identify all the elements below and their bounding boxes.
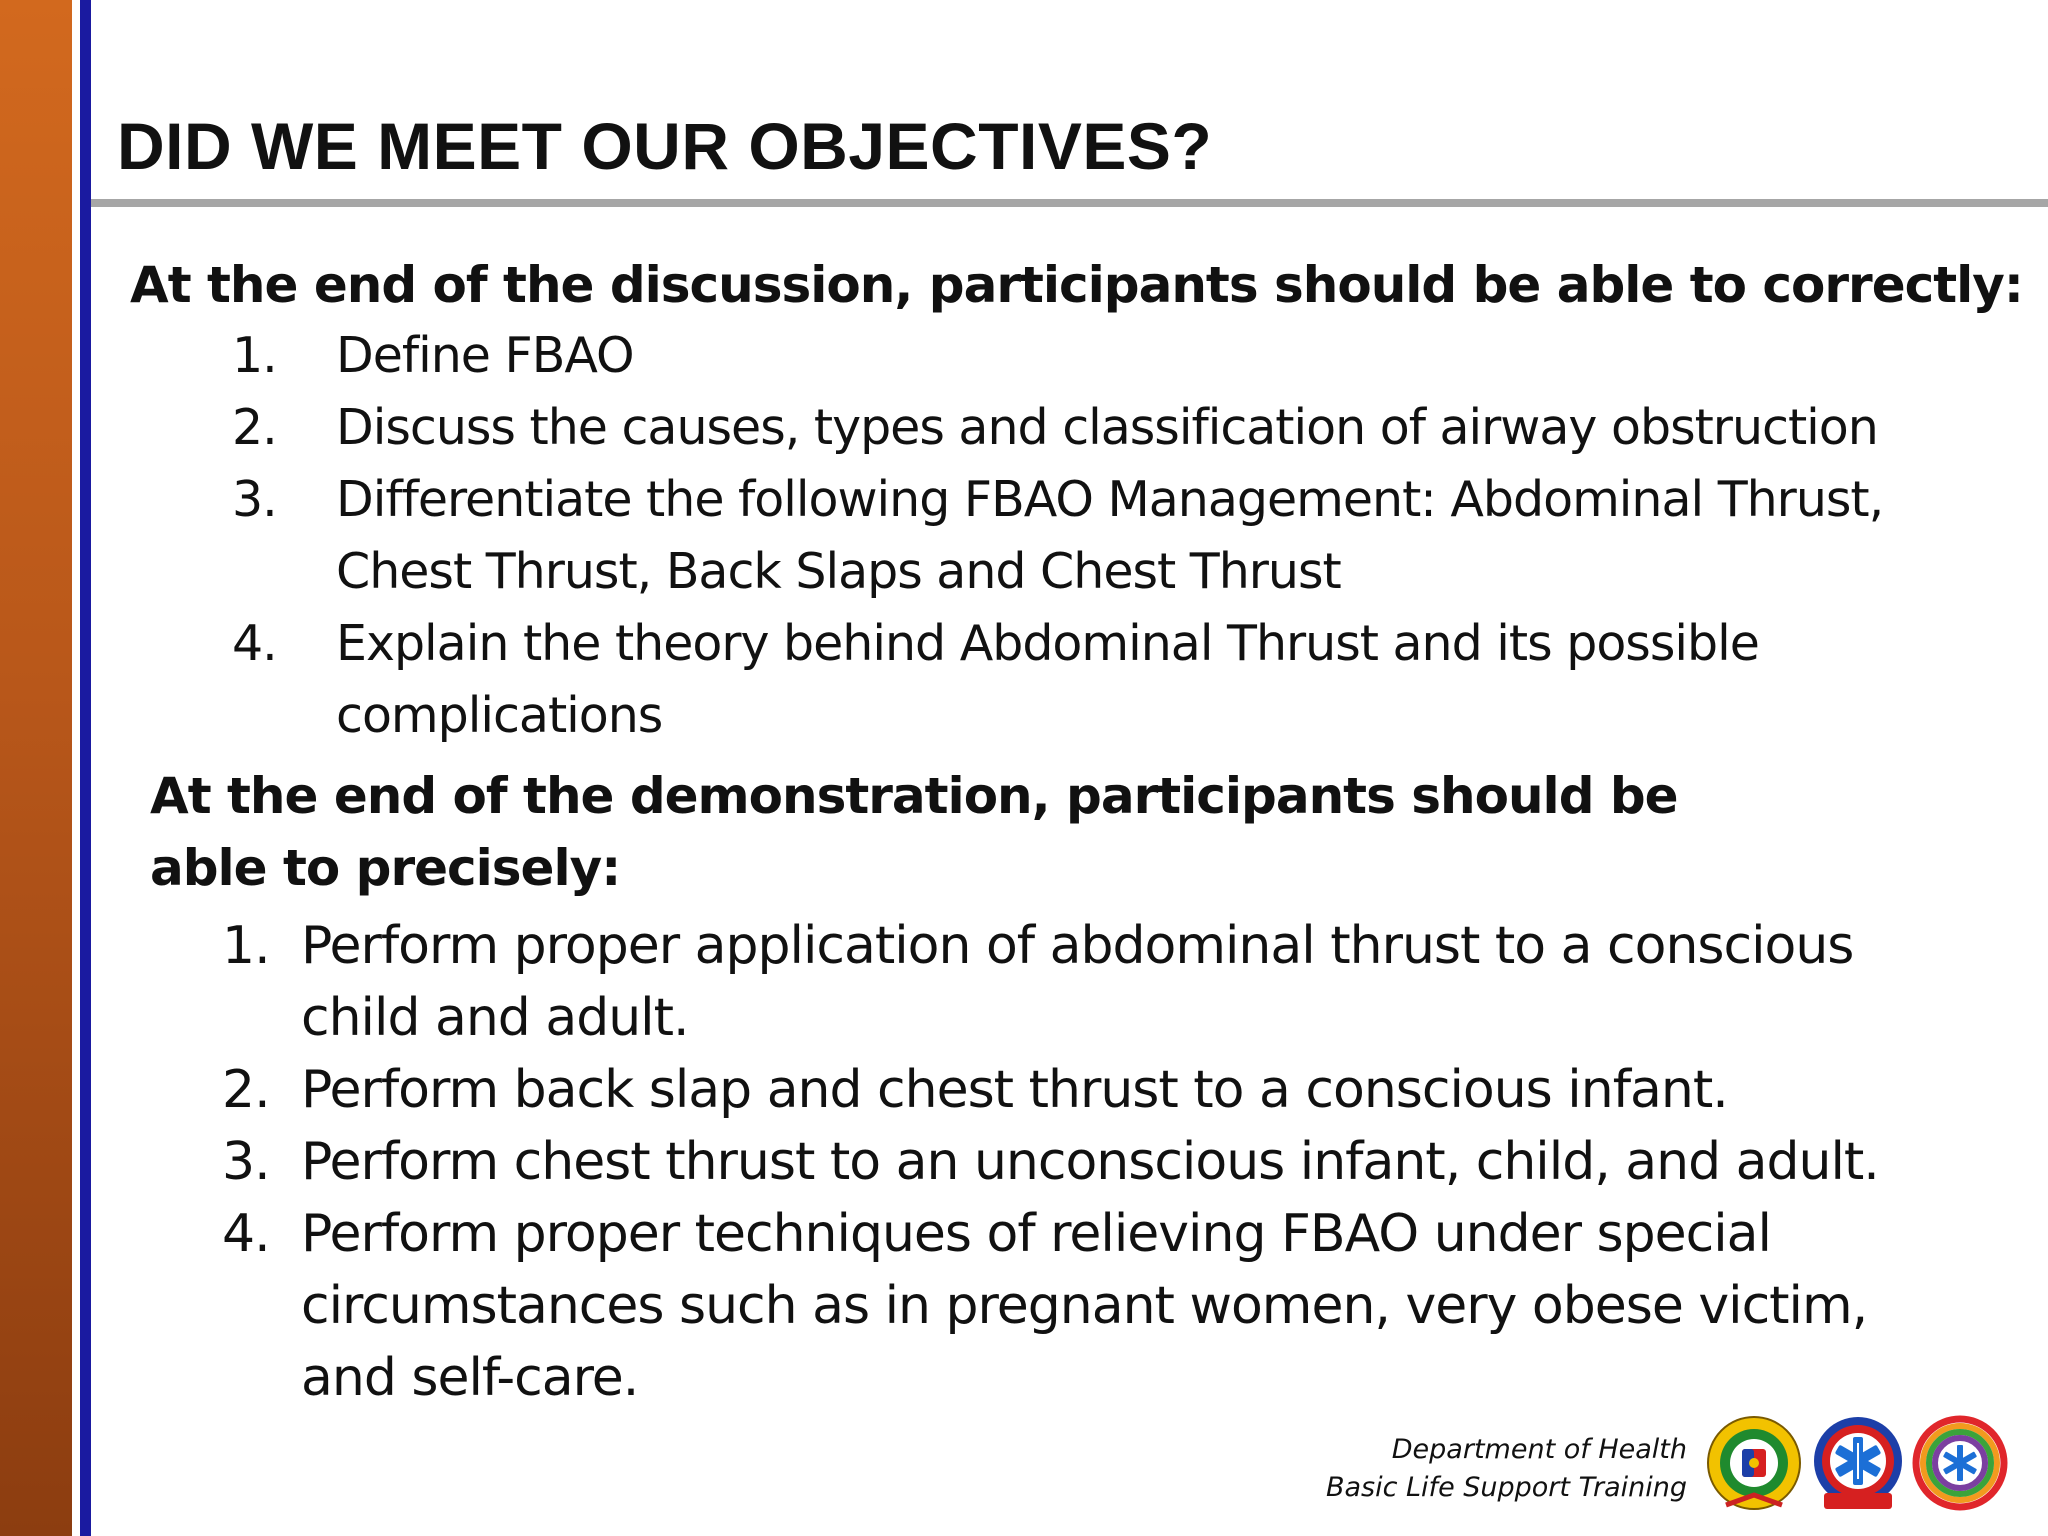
item-number: 2. xyxy=(232,399,277,456)
item-text: Perform proper techniques of relieving FBAO under special circumstances such as in pregnant women, very obese victim, and self-care. xyxy=(301,1204,1868,1408)
item-text: Differentiate the following FBAO Management: Abdominal Thrust, Chest Thrust, Back Slaps and Chest Thrust xyxy=(336,471,1884,600)
list-item xyxy=(222,1198,1962,1414)
item-number: 4. xyxy=(222,1204,270,1264)
item-text: Explain the theory behind Abdominal Thrust and its possible complications xyxy=(336,615,1759,744)
rainbow-ems-logo xyxy=(1912,1415,2008,1511)
doh-seal-logo xyxy=(1706,1415,1802,1511)
footer-credit xyxy=(1326,1431,1687,1507)
slide-title: DID WE MEET OUR OBJECTIVES? xyxy=(117,109,1213,183)
title-divider xyxy=(91,199,2048,207)
demonstration-objectives-list xyxy=(222,910,1962,1414)
list-item xyxy=(222,1126,1962,1198)
item-text: Perform proper application of abdominal thrust to a conscious child and adult. xyxy=(301,916,1854,1048)
item-number: 2. xyxy=(222,1060,270,1120)
item-number: 4. xyxy=(232,615,277,672)
item-number: 1. xyxy=(232,327,277,384)
item-text: Perform chest thrust to an unconscious infant, child, and adult. xyxy=(301,1132,1879,1192)
demonstration-objectives-heading: At the end of the demonstration, participants should be able to precisely: xyxy=(150,767,1678,897)
list-item xyxy=(232,464,1932,608)
item-text: Perform back slap and chest thrust to a conscious infant. xyxy=(301,1060,1728,1120)
item-number: 3. xyxy=(222,1132,270,1192)
item-text: Discuss the causes, types and classification of airway obstruction xyxy=(336,399,1878,456)
item-text: Define FBAO xyxy=(336,327,634,384)
list-item xyxy=(232,608,1932,752)
item-number: 1. xyxy=(222,916,270,976)
side-accent-bar xyxy=(0,0,72,1536)
discussion-objectives-heading: At the end of the discussion, participants should be able to correctly: xyxy=(130,256,2023,314)
discussion-objectives-list xyxy=(232,320,1932,752)
list-item xyxy=(222,910,1962,1054)
vertical-blue-rule xyxy=(80,0,91,1536)
footer-department: Department of Health xyxy=(1391,1434,1687,1465)
list-item xyxy=(232,392,1932,464)
list-item xyxy=(222,1054,1962,1126)
ems-star-of-life-logo xyxy=(1810,1415,1906,1511)
list-item xyxy=(232,320,1932,392)
item-number: 3. xyxy=(232,471,277,528)
footer-training: Basic Life Support Training xyxy=(1325,1472,1687,1503)
